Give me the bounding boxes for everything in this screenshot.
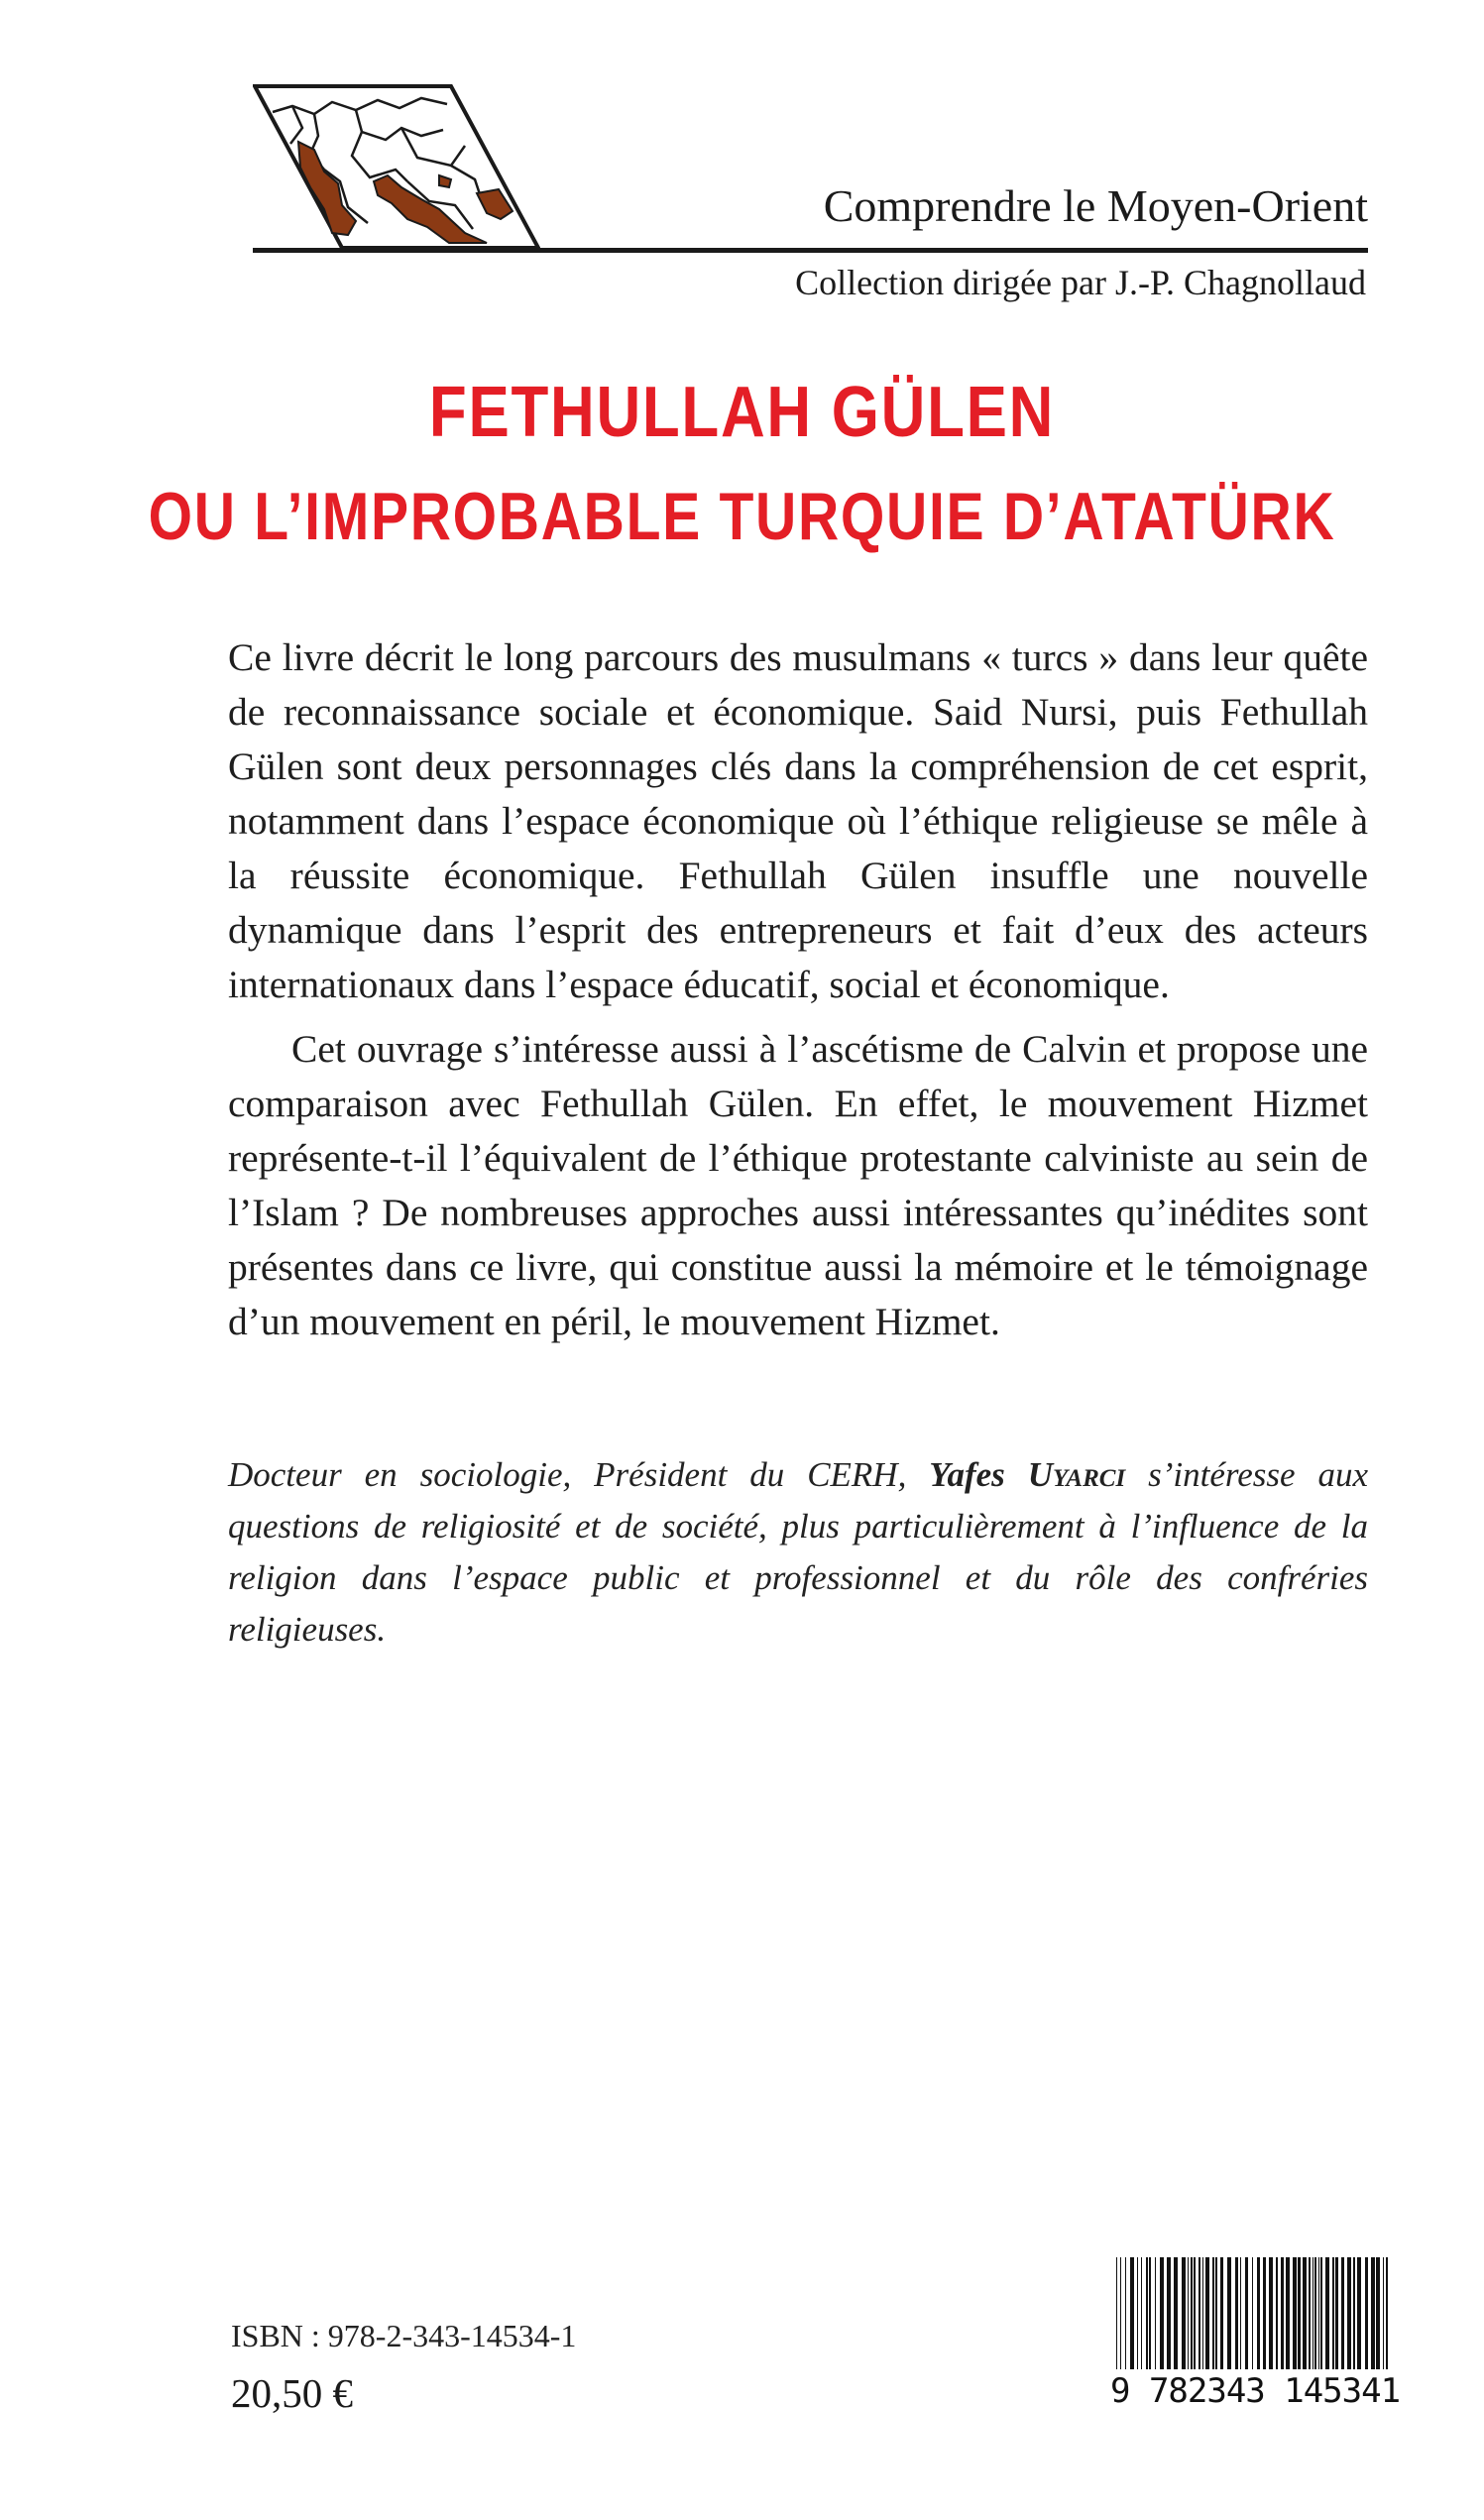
barcode-bar (1160, 2257, 1164, 2374)
barcode-bar (1182, 2257, 1186, 2374)
barcode-bar (1227, 2257, 1231, 2374)
collection-director: Collection dirigée par J.-P. Chagnollaud (795, 263, 1366, 302)
barcode-bar (1269, 2257, 1273, 2374)
barcode-bar (1332, 2257, 1334, 2374)
barcode-bar (1199, 2257, 1200, 2374)
barcode-bar (1341, 2257, 1344, 2374)
barcode-bar (1320, 2257, 1322, 2374)
barcode-bar (1167, 2257, 1171, 2374)
barcode-bar (1194, 2257, 1196, 2374)
barcode-bar (1353, 2257, 1355, 2374)
barcode-bar (1276, 2257, 1278, 2374)
barcode-digits: 9 782343 145341 (1110, 2371, 1401, 2411)
isbn: ISBN : 978-2-343-14534-1 (231, 2318, 577, 2353)
barcode-bar (1240, 2257, 1241, 2374)
author-bio (228, 1449, 1368, 1656)
barcode-bar (1137, 2257, 1138, 2374)
barcode-bar (1298, 2257, 1301, 2374)
barcode-bar (1293, 2257, 1297, 2374)
barcode-bar (1281, 2257, 1284, 2374)
barcode-bar (1303, 2257, 1307, 2374)
book-title: FETHULLAH GÜLEN (428, 373, 1056, 452)
summary-paragraph-2: Cet ouvrage s’intéresse aussi à l’ascétisme de Calvin et propose une comparaison avec Fethullah Gülen. En effet, le mouvement Hizmet représente-t-il l’équivalent de l’éthique protestante calviniste au sein de l’Islam ? De nombreuses approches aussi intéressantes qu’inédites sont présentes dans ce livre, qui constitue aussi la mémoire et le témoignage d’un mouvement en péril, le mouvement Hizmet. (228, 1027, 1368, 1343)
barcode-bar (1215, 2257, 1217, 2374)
collection-logo-map-icon (253, 84, 540, 253)
barcode-bar (1220, 2257, 1223, 2374)
barcode-bar (1174, 2257, 1178, 2374)
barcode-bar (1125, 2257, 1126, 2374)
barcode-bar (1252, 2257, 1253, 2374)
header-rule (253, 248, 1368, 253)
barcode-bar (1146, 2257, 1148, 2374)
barcode-bar (1318, 2257, 1319, 2374)
barcode-bar (1314, 2257, 1316, 2374)
collection-name: Comprendre le Moyen-Orient (823, 180, 1368, 231)
barcode-bar (1188, 2257, 1189, 2374)
barcode-bar (1335, 2257, 1338, 2374)
barcode-bar (1141, 2257, 1142, 2374)
summary-paragraph-1: Ce livre décrit le long parcours des musulmans « turcs » dans leur quête de reconnaissance sociale et économique. Said Nursi, puis Fethullah Gülen sont deux personnages clés dans la compréhension de cet esprit, notamment dans l’espace économique où l’éthique religieuse se mêle à la réussite économique. Fethullah Gülen insuffle une nouvelle dynamique dans l’esprit des entrepreneurs et fait d’eux des acteurs internationaux dans l’espace éducatif, social et économique. (228, 635, 1368, 1006)
author-first-name: Yafes (929, 1455, 1005, 1494)
barcode-bar (1116, 2257, 1117, 2374)
barcode-bar (1120, 2257, 1121, 2374)
barcode-bar (1212, 2257, 1214, 2374)
barcode-bar (1347, 2257, 1351, 2374)
barcode-bar (1191, 2257, 1193, 2374)
author-bio-intro: Docteur en sociologie, Président du CERH, (228, 1455, 930, 1494)
barcode-bar (1202, 2257, 1203, 2374)
barcode-bar (1149, 2257, 1151, 2374)
author-bio-text: s’intéresse aux questions de religiosité et de société, plus particulièrement à l’influence de la religion dans l’espace public et professionnel et du rôle des confréries religieuses. (228, 1455, 1369, 1649)
barcode-bar (1205, 2257, 1209, 2374)
barcode-bar (1386, 2257, 1388, 2374)
barcode-bar (1376, 2257, 1380, 2374)
barcode-bar (1325, 2257, 1329, 2374)
barcode-bar (1257, 2257, 1260, 2374)
author-last-name: Uyarci (1027, 1455, 1126, 1494)
barcode-bar (1245, 2257, 1248, 2374)
book-subtitle: OU L’IMPROBABLE TURQUIE D’ATATÜRK (148, 479, 1336, 554)
barcode-bar (1155, 2257, 1156, 2374)
barcode-bar (1286, 2257, 1290, 2374)
barcode-bar (1309, 2257, 1311, 2374)
barcode-bar (1371, 2257, 1375, 2374)
price: 20,50 € (231, 2370, 353, 2416)
barcode-bar (1365, 2257, 1368, 2374)
barcode-bar (1235, 2257, 1238, 2374)
barcode-bar (1383, 2257, 1384, 2374)
barcode-bar (1130, 2257, 1134, 2374)
barcode-bar (1263, 2257, 1266, 2374)
barcode-bar (1357, 2257, 1361, 2374)
